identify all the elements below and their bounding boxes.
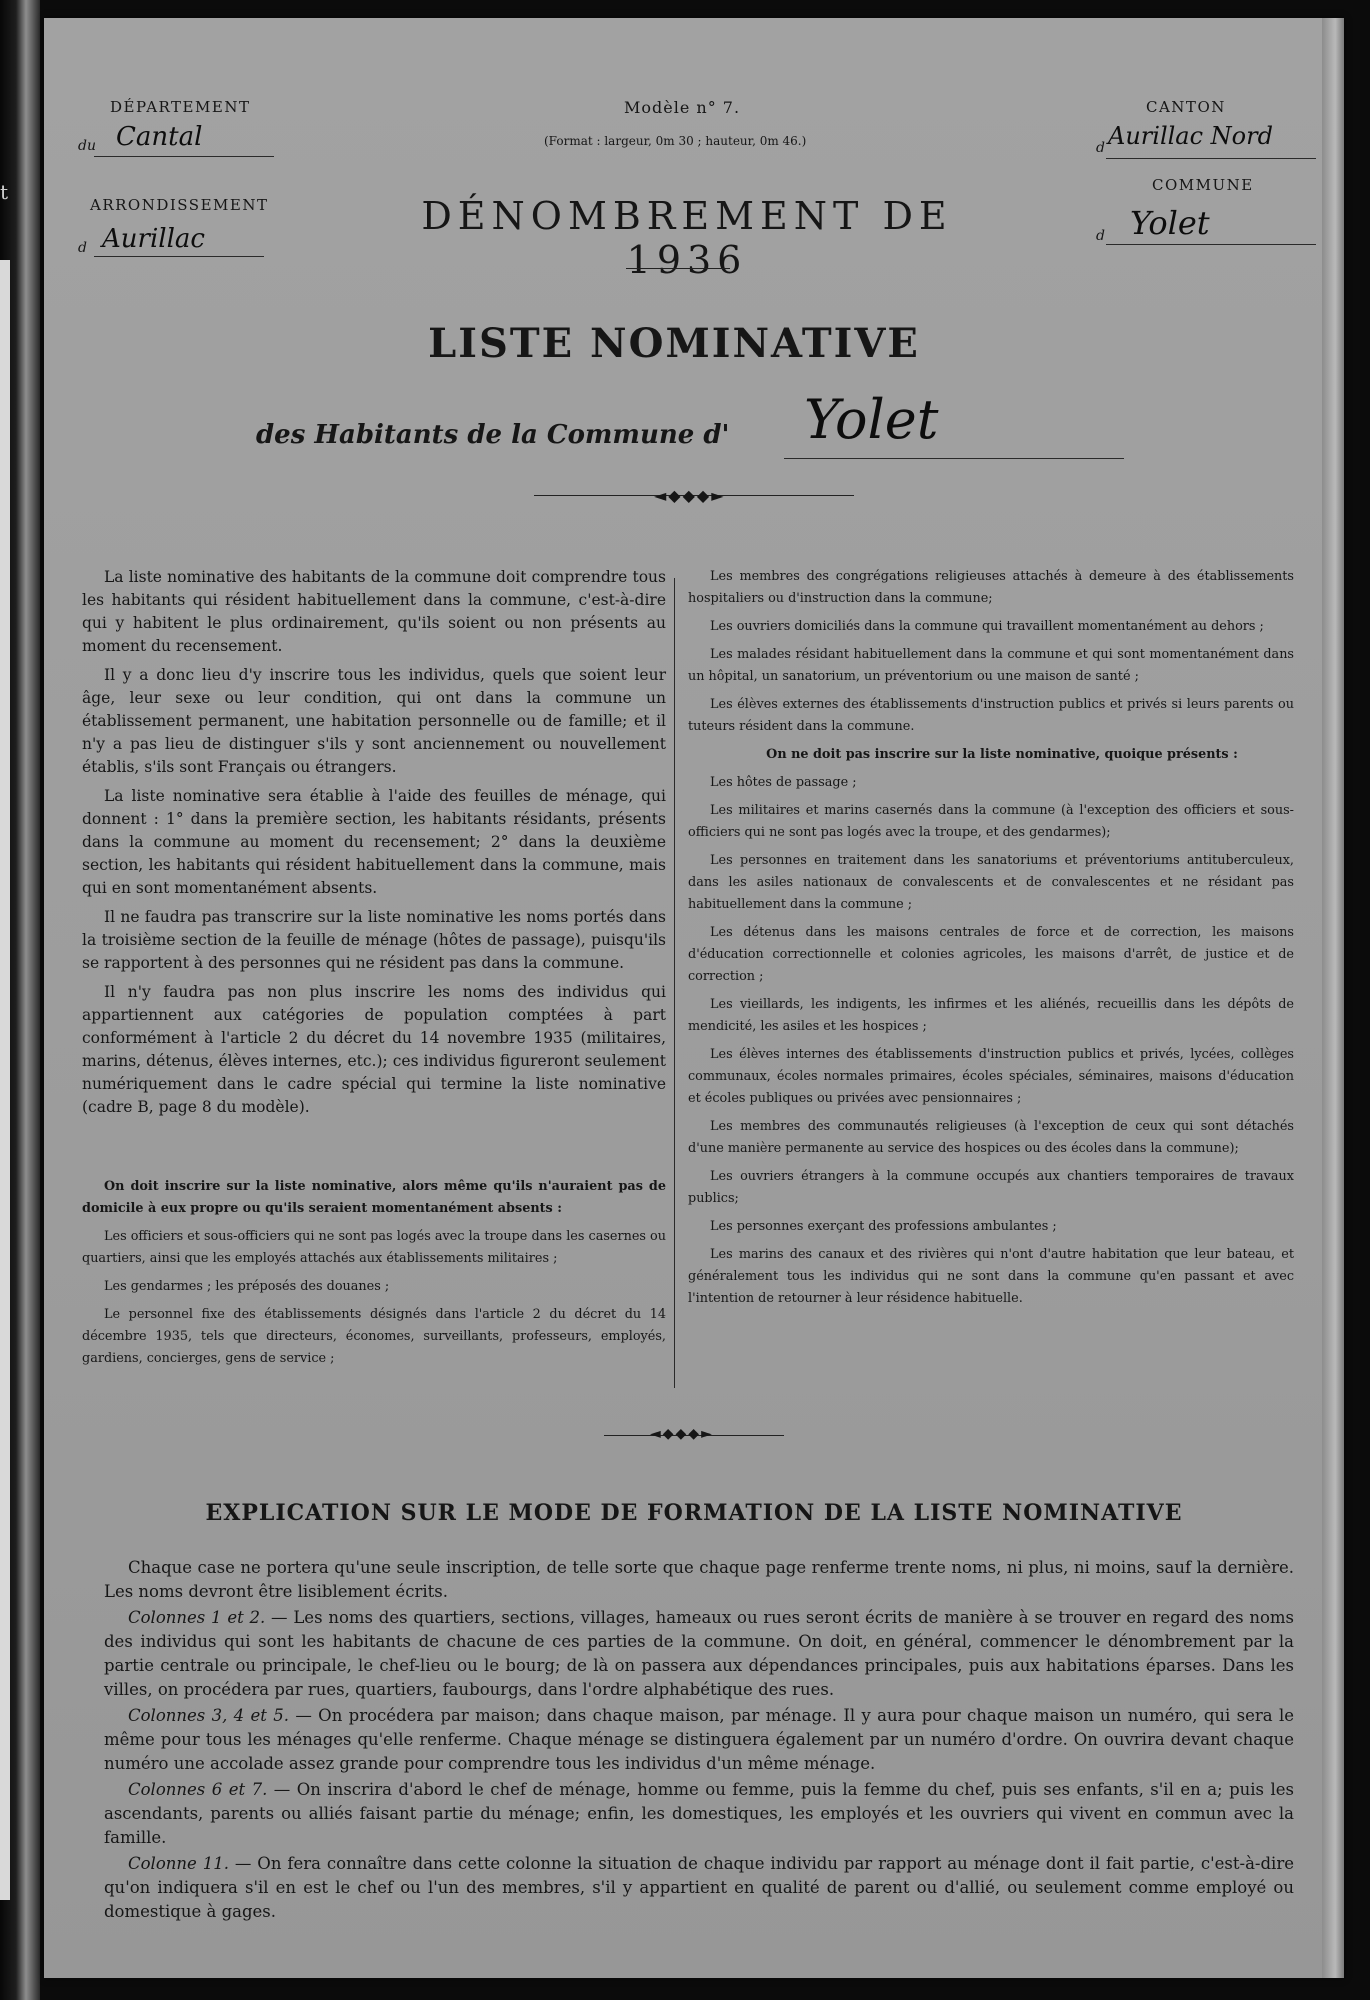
column-divider [674,578,675,1388]
liste-commune: Yolet [804,388,939,451]
left-column [82,566,666,1125]
census-page: DÉPARTEMENT du Cantal ARRONDISSEMENT d Aurillac Modèle n° 7. (Format : largeur, 0m 30 ; hauteur, 0m 46.) DÉNOMBREMENT DE 1936 CANTON d Aurillac Nord COMMUNE d Yolet LISTE NOMINATIVE des Habitants de la Commune d' Yolet ◄◆◆◆► La liste nominative des habitants de la commune doit comprendre tous les habitants qui résident habituellement dans la commune, c'est-à-dire qui y habitent le plus ordinairement, qu'ils soient ou non présents au moment du recensement. Il y a donc lieu d'y inscrire tous les individus, quels que soient leur âge, leur sexe ou leur condition, qui ont dans la commune un établissement permanent, une habitation personnelle ou de famille; et il n'y a pas lieu de distinguer s'ils y sont anciennement ou nouvellement établis, s'ils sont Français ou étrangers. La liste nominative sera établie à l'aide des feuilles de ménage, qui donnent : 1° dans la première section, les habitants résidants, présents dans la commune au moment du recensement; 2° dans la deuxième section, les habitants qui résident habituellement dans la commune, mais qui en sont momentanément absents. Il ne faudra pas transcrire sur la liste nominative les noms portés dans la troisième section de la feuille de ménage (hôtes de passage), puisqu'ils se rapportent à des personnes qui ne résident pas dans la commune. Il n'y faudra pas non plus inscrire les noms des individus qui appartiennent aux catégories de population comptées à part conformément à l'article 2 du décret du 14 novembre 1935 (militaires, marins, détenus, élèves internes, etc.); ces individus figureront seulement numériquement dans le cadre spécial qui termine la liste nominative (cadre B, page 8 du modèle). On doit inscrire sur la liste nominative, alors même qu'ils n'auraient pas de domicile à eux propre ou qu'ils seraient momentanément absents : Les officiers et sous-officiers qui ne sont pas logés avec la troupe dans les casernes ou quartiers, ainsi que les employés attachés aux établissements militaires ; Les gendarmes ; les préposés des douanes ; Le personnel fixe des établissements désignés dans l'article 2 du décret du 14 décembre 1935, tels que directeurs, économes, surveillants, professeurs, employés, gardiens, concierges, gens de service ; Les membres des congrégations religieuses attachés à demeure à des établissements hospitaliers ou d'instruction dans la commune; Les ouvriers domiciliés dans la commune qui travaillent momentanément au dehors ; Les malades résidant habituellement dans la commune et qui sont momentanément dans un hôpital, un sanatorium, un préventorium ou une maison de santé ; Les élèves externes des établissements d'instruction publics et privés si leurs parents ou tuteurs résident dans la commune. On ne doit pas inscrire sur la liste nominative, quoique présents : Les hôtes de passage ; Les militaires et marins casernés dans la commune (à l'exception des officiers et sous-officiers qui ne sont pas logés avec la troupe, et des gendarmes); Les personnes en traitement dans les sanatoriums et préventoriums antituberculeux, dans les asiles nationaux de convalescents et de convalescentes et ne résidant pas habituellement dans la commune ; Les détenus dans les maisons centrales de force et de correction, les maisons d'éducation correctionnelle et colonies agricoles, les maisons d'arrêt, de justice et de correction ; Les vieillards, les indigents, les infirmes et les aliénés, recueillis dans les dépôts de mendicité, les asiles et les hospices ; Les élèves internes des établissements d'instruction publics et privés, lycées, collèges communaux, écoles normales primaires, écoles spéciales, séminaires, maisons d'éducation et écoles publiques ou privées avec pensionnaires ; Les membres des communautés religieuses (à l'exception de ceux qui sont détachés d'une manière permanente au service des hospices ou des écoles dans la commune); Les ouvriers étrangers à la commune occupés aux chantiers temporaires de travaux publics; Les personnes exerçant des professions ambulantes ; Les marins des canaux et des rivières qui n'ont d'autre habitation que leur bateau, et généralement tous les individus qui ne sont dans la commune qu'en passant et avec l'intention de retourner à leur résidence habituelle. ◄◆◆◆► EXPLICATION SUR LE MODE DE FORMATION DE LA LISTE NOMINATIVE Chaque case ne portera qu'une seule inscription, de telle sorte que chaque page renferme trente noms, ni plus, ni moins, sauf la dernière. Les noms devront être lisiblement écrits. Colonnes 1 et 2. — Les noms des quartiers, sections, villages, hameaux ou rues seront écrits de manière à se trouver en regard des noms des individus qui sont les habitants de chacune de ces parties de la commune. On doit, en général, commencer le dénombrement par la partie centrale ou principale, le chef-lieu ou le bourg; de là on passera aux dépendances principales, puis aux habitations éparses. Dans les villes, on procédera par rues, quartiers, faubourgs, dans l'ordre alphabétique des rues. Colonnes 3, 4 et 5. — On procédera par maison; dans chaque maison, par ménage. Il y aura pour chaque maison un numéro, qui sera le même pour tous les ménages qu'elle renferme. Chaque ménage se distinguera également par un numéro d'ordre. On ouvrira devant chaque numéro une accolade assez grande pour comprendre tous les individus d'un même ménage. Colonnes 6 et 7. — On inscrira d'abord le chef de ménage, homme ou femme, puis la femme du chef, puis ses enfants, s'il en a; puis les ascendants, parents ou alliés faisant partie du ménage; enfin, les domestiques, les employés et les ouvriers qui vivent en commun avec la famille. Colonne 11. — On fera connaître dans cette colonne la situation de chaque individu par rapport au ménage dont il fait partie, c'est-à-dire qu'on indiquera s'il en est le chef ou l'un des membres, s'il y appartient en qualité de parent ou d'allié, ou seulement comme employé ou domestique à gages. [44,18,1344,1978]
canton-prefix: d [1096,140,1105,156]
left-paragraph: La liste nominative sera établie à l'aide des feuilles de ménage, qui donnent : 1° dans la première section, les habitants résidants, présents dans la commune au moment du recensement; 2° dans la deuxième section, les habitants qui résident habituellement dans la commune, mais qui en sont momentanément absents. [82,787,666,897]
explication-section [104,1704,1294,1776]
left-paragraph: Il n'y faudra pas non plus inscrire les noms des individus qui appartiennent aux catégories de population comptées à part conformément à l'article 2 du décret du 14 novembre 1935 (militaires, marins, détenus, élèves internes, etc.); ces individus figureront seulement numériquement dans le cadre spécial qui termine la liste nominative (cadre B, page 8 du modèle). [82,983,666,1116]
left-small-heading: On doit inscrire sur la liste nominative, alors même qu'ils n'auraient pas de domicile à eux propre ou qu'ils seraient momentanément absents : [82,1179,666,1216]
explication-section [104,1852,1294,1924]
right-item: Les personnes en traitement dans les sanatoriums et préventoriums antituberculeux, dans les asiles nationaux de convalescents et de convalescentes et ne résidant pas habituellement dans la commune ; [688,853,1294,912]
right-heading: On ne doit pas inscrire sur la liste nominative, quoique présents : [766,747,1238,762]
section-text: — Les noms des quartiers, sections, villages, hameaux ou rues seront écrits de manière à se trouver en regard des noms des individus qui sont les habitants de chacune de ces parties de la commune. On doit, en général, commencer le dénombrement par la partie centrale ou principale, le chef-lieu ou le bourg; de là on passera aux dépendances principales, puis aux habitations éparses. Dans les villes, on procédera par rues, quartiers, faubourgs, dans l'ordre alphabétique des rues. [104,1608,1294,1699]
format-note: (Format : largeur, 0m 30 ; hauteur, 0m 46.) [544,134,807,148]
right-item: Les élèves internes des établissements d'instruction publics et privés, lycées, collèges communaux, écoles normales primaires, écoles spéciales, séminaires, maisons d'éducation et écoles publiques ou privées avec pensionnaires ; [688,1047,1294,1106]
explication-body [104,1556,1294,1926]
commune-value: Yolet [1130,204,1210,242]
right-item: Les vieillards, les indigents, les infirmes et les aliénés, recueillis dans les dépôts de mendicité, les asiles et les hospices ; [688,997,1294,1034]
section-text: — On inscrira d'abord le chef de ménage, homme ou femme, puis la femme du chef, puis ses enfants, s'il en a; puis les ascendants, parents ou alliés faisant partie du ménage; enfin, les domestiques, les employés et les ouvriers qui vivent en commun avec la famille. [104,1780,1294,1847]
canton-value: Aurillac Nord [1108,122,1273,150]
explication-section [104,1606,1294,1702]
liste-subtitle: des Habitants de la Commune d' [256,420,730,450]
right-item: Les personnes exerçant des professions ambulantes ; [710,1219,1057,1234]
section-label: Colonnes 6 et 7. [128,1780,268,1799]
explication-section [104,1778,1294,1850]
canton-label: CANTON [1146,98,1226,116]
arrondissement-line [94,256,264,257]
right-item: Les hôtes de passage ; [710,775,857,790]
right-item: Les ouvriers domiciliés dans la commune qui travaillent momentanément au dehors ; [710,619,1264,634]
left-paragraph: La liste nominative des habitants de la commune doit comprendre tous les habitants qui résident habituellement dans la commune, c'est-à-dire qui y habitent le plus ordinairement, qu'ils soient ou non présents au moment du recensement. [82,568,666,655]
section-label: Colonnes 1 et 2. [128,1608,266,1627]
modele-number: Modèle n° 7. [624,98,741,117]
main-title: DÉNOMBREMENT DE 1936 [421,194,953,282]
arrondissement-prefix: d [78,240,87,256]
right-item: Les malades résidant habituellement dans la commune et qui sont momentanément dans un hôpital, un sanatorium, un préventorium ou une maison de santé ; [688,647,1294,684]
departement-value: Cantal [116,122,203,152]
left-binding-strip [0,0,40,2000]
right-item: Les détenus dans les maisons centrales de force et de correction, les maisons d'éducation correctionnelle et colonies agricoles, les maisons d'arrêt, de justice et de correction ; [688,925,1294,984]
section-label: Colonne 11. [128,1854,229,1873]
left-small-item: Le personnel fixe des établissements désignés dans l'article 2 du décret du 14 décembre 1935, tels que directeurs, économes, surveillants, professeurs, employés, gardiens, concierges, gens de service ; [82,1307,666,1366]
title-rule [626,268,730,269]
right-item: Les membres des communautés religieuses (à l'exception de ceux qui sont détachés d'une manière permanente au service des hospices ou des écoles dans la commune); [688,1119,1294,1156]
right-item: Les marins des canaux et des rivières qui n'ont d'autre habitation que leur bateau, et généralement tous les individus qui ne sont dans la commune qu'en passant et avec l'intention de retourner à leur résidence habituelle. [688,1247,1294,1306]
right-item: Les membres des congrégations religieuses attachés à demeure à des établissements hospitaliers ou d'instruction dans la commune; [688,569,1294,606]
commune-label: COMMUNE [1152,176,1254,194]
page-edge [1322,18,1344,1978]
commune-line [1106,244,1316,245]
left-small-item: Les officiers et sous-officiers qui ne sont pas logés avec la troupe dans les casernes ou quartiers, ainsi que les employés attachés aux établissements militaires ; [82,1229,666,1266]
left-paragraph: Il ne faudra pas transcrire sur la liste nominative les noms portés dans la troisième section de la feuille de ménage (hôtes de passage), puisqu'ils se rapportent à des personnes qui ne résident pas dans la commune. [82,908,666,972]
liste-title: LISTE NOMINATIVE [428,320,920,367]
explication-intro: Chaque case ne portera qu'une seule inscription, de telle sorte que chaque page renferme trente noms, ni plus, ni moins, sauf la dernière. Les noms devront être lisiblement écrits. [104,1558,1294,1601]
margin-bar [0,260,10,1900]
right-column [688,566,1294,1316]
right-item: Les élèves externes des établissements d'instruction publics et privés si leurs parents ou tuteurs résident dans la commune. [688,697,1294,734]
section-text: — On procédera par maison; dans chaque maison, par ménage. Il y aura pour chaque maison un numéro, qui sera le même pour tous les ménages qu'elle renferme. Chaque ménage se distinguera également par un numéro d'ordre. On ouvrira devant chaque numéro une accolade assez grande pour comprendre tous les individus d'un même ménage. [104,1706,1294,1773]
departement-line [94,156,274,157]
section-label: Colonnes 3, 4 et 5. [128,1706,289,1725]
canton-line [1106,158,1316,159]
commune-prefix: d [1096,228,1105,244]
explication-title: EXPLICATION SUR LE MODE DE FORMATION DE LA LISTE NOMINATIVE [205,1500,1183,1526]
right-item: Les ouvriers étrangers à la commune occupés aux chantiers temporaires de travaux publics; [688,1169,1294,1206]
arrondissement-label: ARRONDISSEMENT [90,196,269,214]
left-paragraph: Il y a donc lieu d'y inscrire tous les individus, quels que soient leur âge, leur sexe ou leur condition, qui ont dans la commune un établissement permanent, une habitation personnelle ou de famille; et il n'y a pas lieu de distinguer s'ils y sont anciennement ou nouvellement établis, s'ils sont Français ou étrangers. [82,666,666,776]
arrondissement-value: Aurillac [102,224,205,254]
left-small-item: Les gendarmes ; les préposés des douanes ; [104,1279,390,1294]
right-item: Les militaires et marins casernés dans la commune (à l'exception des officiers et sous-officiers qui ne sont pas logés avec la troupe, et des gendarmes); [688,803,1294,840]
left-small-block [82,1176,666,1376]
section-text: — On fera connaître dans cette colonne la situation de chaque individu par rapport au ménage dont il fait partie, c'est-à-dire qu'on indiquera s'il en est le chef ou l'un des membres, s'il y appartient en qualité de parent ou d'allié, ou seulement comme employé ou domestique à gages. [104,1854,1294,1921]
margin-fragment: t [0,180,9,204]
departement-prefix: du [78,138,96,154]
departement-label: DÉPARTEMENT [110,98,251,116]
liste-commune-line [784,458,1124,459]
